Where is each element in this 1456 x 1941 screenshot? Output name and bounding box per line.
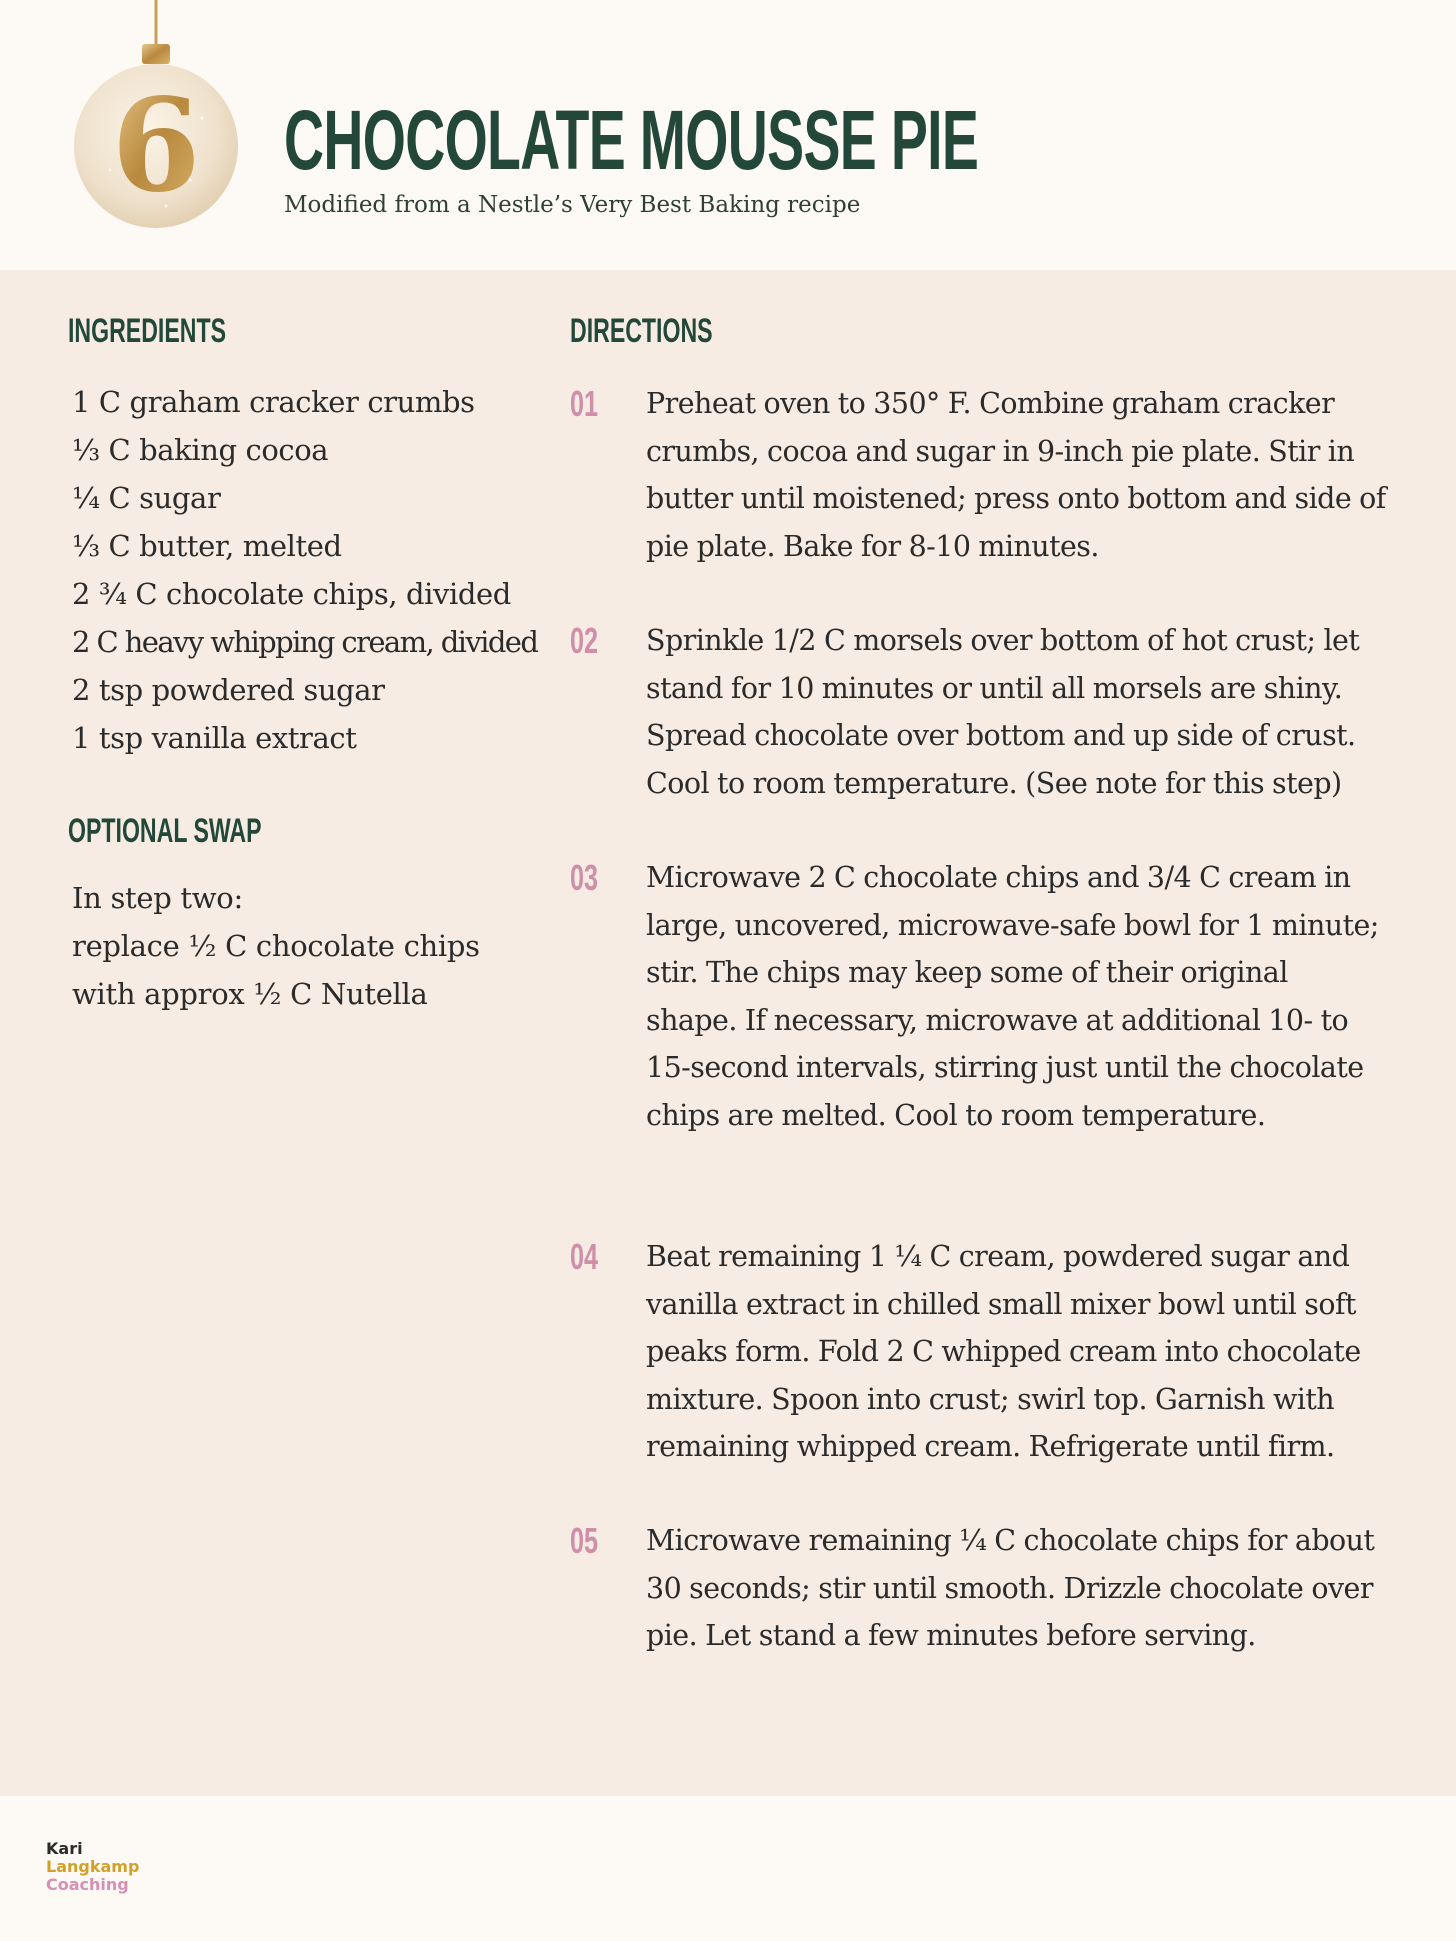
optional-swap-heading: OPTIONAL SWAP bbox=[68, 812, 262, 850]
ingredients-list bbox=[72, 378, 537, 762]
recipe-body bbox=[0, 270, 1456, 1796]
logo-line: Langkamp bbox=[46, 1857, 140, 1876]
swap-line: replace ½ C chocolate chips bbox=[72, 929, 480, 963]
page-subtitle: Modified from a Nestle’s Very Best Baking recipe bbox=[284, 192, 861, 218]
step-number: 03 bbox=[570, 857, 599, 898]
step-number: 02 bbox=[570, 620, 599, 661]
ingredient-item: ¼ C sugar bbox=[72, 481, 221, 515]
logo-line: Coaching bbox=[46, 1875, 129, 1894]
page-title: CHOCOLATE MOUSSE PIE bbox=[284, 93, 979, 187]
ingredient-item: 1 tsp vanilla extract bbox=[72, 721, 357, 755]
step-number: 01 bbox=[570, 383, 599, 424]
optional-swap-text bbox=[72, 874, 480, 1018]
step-text: Microwave 2 C chocolate chips and 3/4 C cream in large, uncovered, microwave-safe bowl for 1 minute; stir. The chips may keep some of their original shape. If necessary, microwave at additional 10- to 15-second intervals, stirring just until the chocolate chips are melted. Cool to room temperature. bbox=[646, 861, 1379, 1132]
swap-line: In step two: bbox=[72, 881, 243, 915]
ingredient-item: 2 tsp powdered sugar bbox=[72, 673, 385, 707]
ingredient-item: ⅓ C butter, melted bbox=[72, 529, 342, 563]
ornament-number: 6 bbox=[111, 71, 201, 221]
ingredient-item: 2 ¾ C chocolate chips, divided bbox=[72, 577, 511, 611]
ingredient-item: 1 C graham cracker crumbs bbox=[72, 385, 475, 419]
step-text: Microwave remaining ¼ C chocolate chips for about 30 seconds; stir until smooth. Drizzle chocolate over pie. Let stand a few minutes before serving. bbox=[646, 1524, 1375, 1652]
directions-heading: DIRECTIONS bbox=[570, 312, 713, 350]
brand-logo bbox=[46, 1840, 139, 1894]
page-footer bbox=[0, 1796, 1456, 1941]
step-number: 05 bbox=[570, 1520, 599, 1561]
ingredient-item: 2 C heavy whipping cream, divided bbox=[72, 625, 538, 659]
swap-line: with approx ½ C Nutella bbox=[72, 977, 428, 1011]
logo-line: Kari bbox=[46, 1839, 83, 1858]
step-number: 04 bbox=[570, 1236, 599, 1277]
ingredient-item: ⅓ C baking cocoa bbox=[72, 433, 329, 467]
recipe-header bbox=[0, 0, 1456, 270]
step-text: Sprinkle 1/2 C morsels over bottom of hot crust; let stand for 10 minutes or until all morsels are shiny. Spread chocolate over bottom and up side of crust. Cool to room temperature. (See note for this step) bbox=[646, 624, 1360, 800]
step-text: Beat remaining 1 ¼ C cream, powdered sugar and vanilla extract in chilled small mixer bowl until soft peaks form. Fold 2 C whipped cream into chocolate mixture. Spoon into crust; swirl top. Garnish with remaining whipped cream. Refrigerate until firm. bbox=[646, 1240, 1361, 1463]
ornament-icon bbox=[70, 0, 242, 240]
ingredients-heading: INGREDIENTS bbox=[68, 312, 227, 350]
step-text: Preheat oven to 350° F. Combine graham cracker crumbs, cocoa and sugar in 9-inch pie plate. Stir in butter until moistened; press onto bottom and side of pie plate. Bake for 8-10 minutes. bbox=[646, 387, 1386, 563]
